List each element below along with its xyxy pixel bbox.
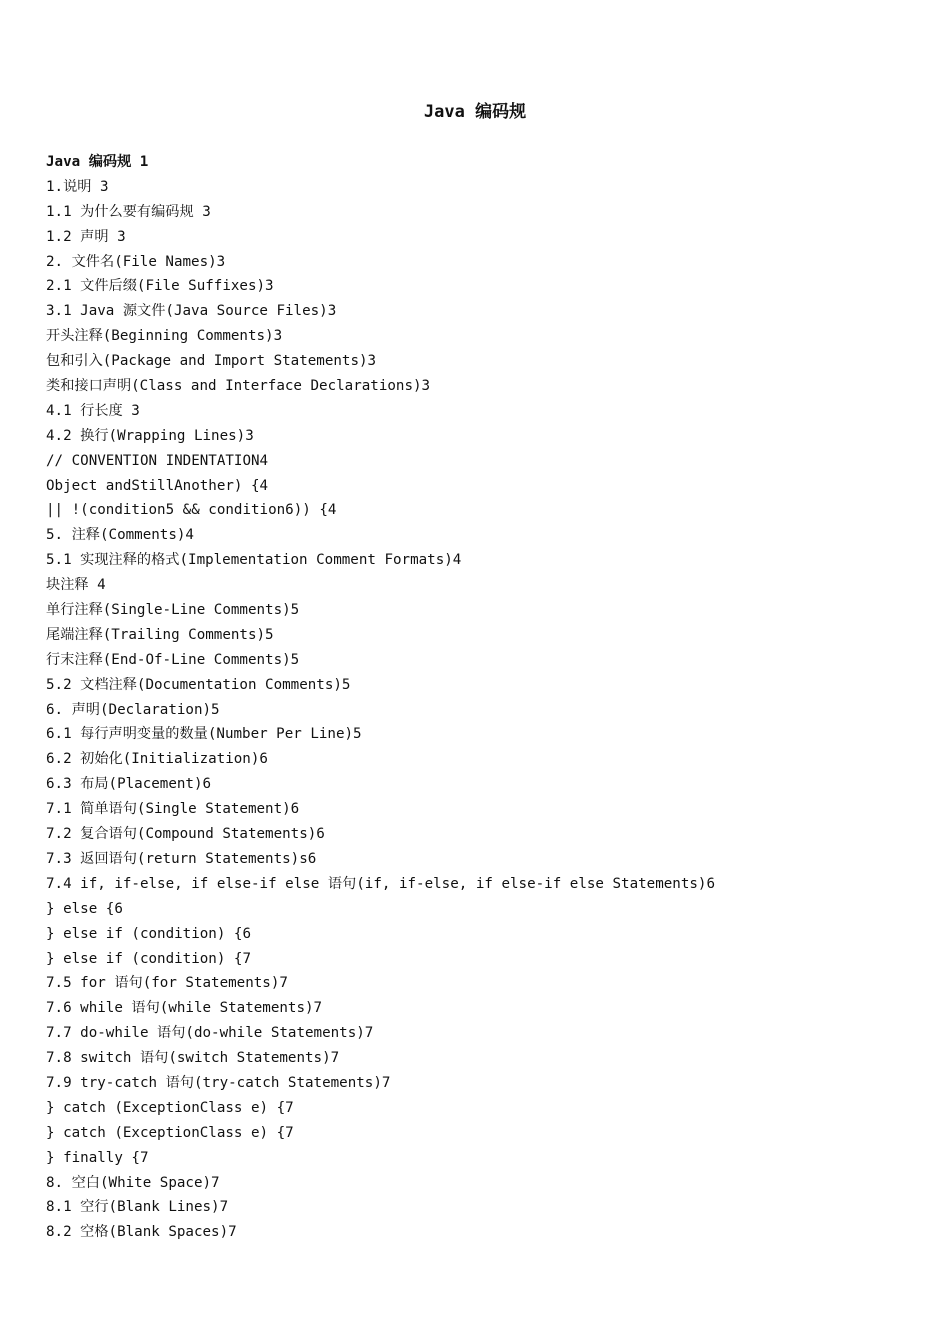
toc-entry[interactable]: 2. 文件名(File Names)3	[46, 253, 226, 270]
table-of-contents	[46, 150, 926, 1245]
toc-entry[interactable]: 7.9 try-catch 语句(try-catch Statements)7	[46, 1074, 391, 1091]
toc-entry[interactable]: 行末注释(End-Of-Line Comments)5	[46, 651, 300, 668]
toc-entry[interactable]: 1.1 为什么要有编码规 3	[46, 203, 211, 220]
toc-entry[interactable]: Object andStillAnother) {4	[46, 477, 269, 494]
toc-entry[interactable]: 8.1 空行(Blank Lines)7	[46, 1199, 229, 1216]
toc-entry[interactable]: 7.5 for 语句(for Statements)7	[46, 975, 288, 992]
toc-entry[interactable]: 5. 注释(Comments)4	[46, 527, 194, 544]
toc-entry[interactable]: } else if (condition) {7	[46, 950, 251, 967]
toc-entry[interactable]: 8. 空白(White Space)7	[46, 1174, 220, 1191]
toc-entry[interactable]: } else if (condition) {6	[46, 925, 251, 942]
toc-entry[interactable]: 开头注释(Beginning Comments)3	[46, 328, 283, 345]
toc-entry[interactable]: } else {6	[46, 900, 123, 917]
toc-entry[interactable]: 7.7 do-while 语句(do-while Statements)7	[46, 1025, 374, 1042]
toc-entry[interactable]: 单行注释(Single-Line Comments)5	[46, 602, 300, 619]
toc-entry[interactable]: 6.1 每行声明变量的数量(Number Per Line)5	[46, 726, 362, 743]
toc-entry[interactable]: 包和引入(Package and Import Statements)3	[46, 353, 377, 370]
toc-entry[interactable]: 5.2 文档注释(Documentation Comments)5	[46, 676, 351, 693]
toc-entry[interactable]: 6.3 布局(Placement)6	[46, 776, 212, 793]
toc-entry[interactable]: 7.4 if, if-else, if else-if else 语句(if, if-else, if else-if else Statements)6	[46, 875, 715, 892]
toc-entry[interactable]: 6.2 初始化(Initialization)6	[46, 751, 268, 768]
toc-entry[interactable]: } finally {7	[46, 1149, 149, 1166]
toc-entry[interactable]: } catch (ExceptionClass e) {7	[46, 1124, 294, 1141]
toc-entry[interactable]: 7.1 简单语句(Single Statement)6	[46, 801, 300, 818]
toc-entry[interactable]: 4.1 行长度 3	[46, 402, 140, 419]
toc-entry[interactable]: 8.2 空格(Blank Spaces)7	[46, 1224, 237, 1241]
toc-entry[interactable]: 1.2 声明 3	[46, 228, 126, 245]
toc-entry[interactable]: 5.1 实现注释的格式(Implementation Comment Formats)4	[46, 552, 462, 569]
toc-entry[interactable]: 7.3 返回语句(return Statements)s6	[46, 850, 317, 867]
toc-entry[interactable]: 4.2 换行(Wrapping Lines)3	[46, 427, 254, 444]
toc-entry[interactable]: 尾端注释(Trailing Comments)5	[46, 626, 274, 643]
toc-entry[interactable]: 2.1 文件后缀(File Suffixes)3	[46, 278, 274, 295]
document-title: Java 编码规	[423, 102, 527, 122]
toc-entry[interactable]: 6. 声明(Declaration)5	[46, 701, 220, 718]
toc-entry[interactable]: || !(condition5 && condition6)) {4	[46, 502, 337, 519]
toc-entry[interactable]: 1.说明 3	[46, 178, 109, 195]
toc-entry[interactable]: 7.2 复合语句(Compound Statements)6	[46, 826, 325, 843]
toc-entry-title[interactable]: Java 编码规 1	[46, 154, 149, 170]
toc-entry[interactable]: 块注释 4	[46, 577, 106, 594]
toc-entry[interactable]: // CONVENTION INDENTATION4	[46, 452, 269, 469]
toc-entry[interactable]: } catch (ExceptionClass e) {7	[46, 1099, 294, 1116]
toc-entry[interactable]: 类和接口声明(Class and Interface Declarations)3	[46, 378, 431, 395]
toc-entry[interactable]: 7.8 switch 语句(switch Statements)7	[46, 1050, 340, 1067]
toc-entry[interactable]: 7.6 while 语句(while Statements)7	[46, 1000, 323, 1017]
toc-entry[interactable]: 3.1 Java 源文件(Java Source Files)3	[46, 303, 337, 320]
